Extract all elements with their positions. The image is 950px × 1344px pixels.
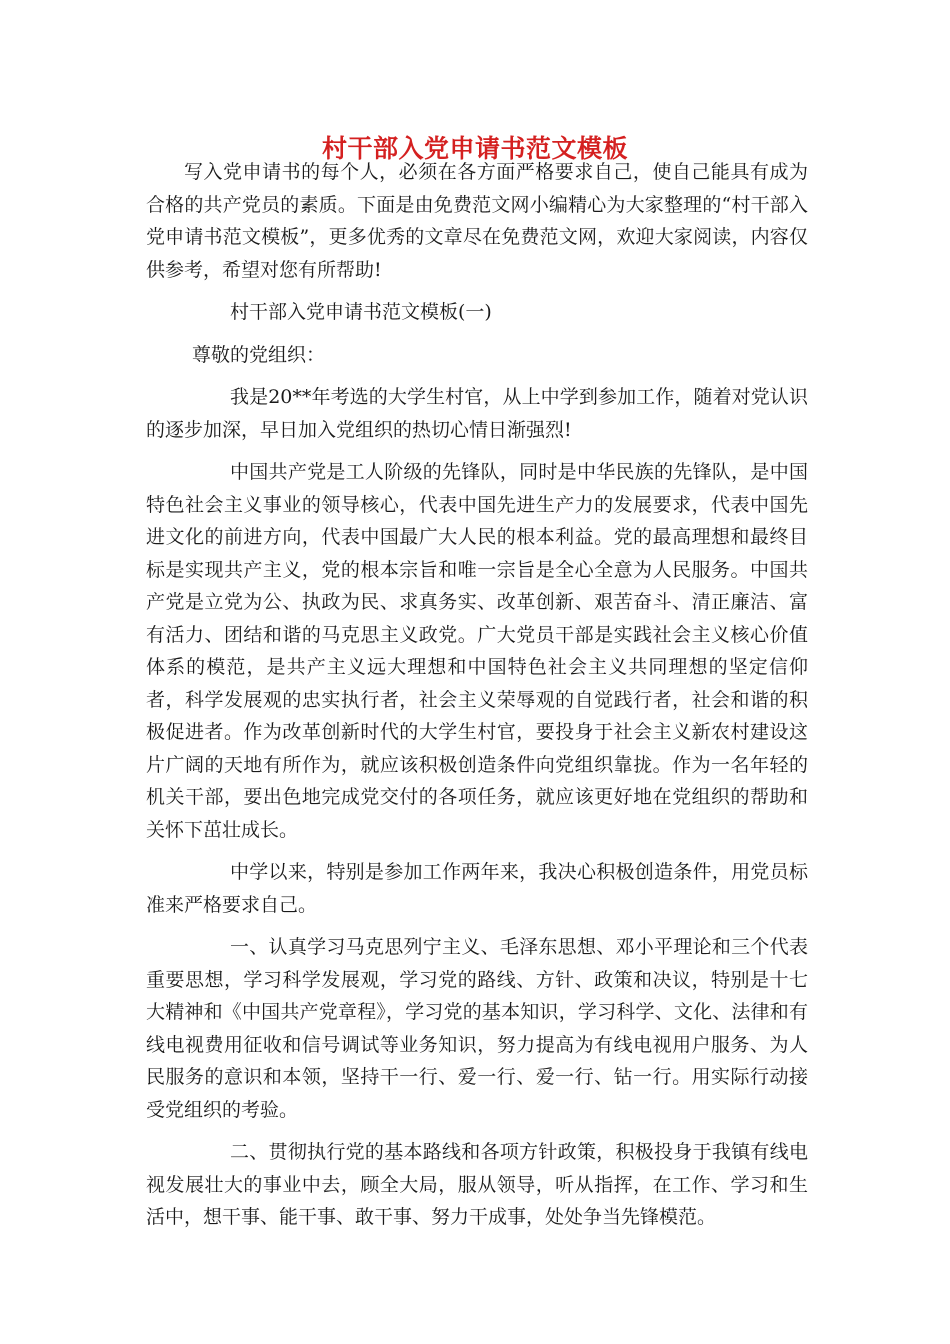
body-paragraph-2: 中国共产党是工人阶级的先锋队，同时是中华民族的先锋队，是中国特色社会主义事业的领导核心，代表中国先进生产力的发展要求，代表中国先进文化的前进方向，代表中国最广大人民的根本利益。党的最高理想和最终目标是实现共产主义，党的根本宗旨和唯一宗旨是全心全意为人民服务。中国共产党是立党为公、执政为民、求真务实、改革创新、艰苦奋斗、清正廉洁、富有活力、团结和谐的马克思主义政党。广大党员干部是实践社会主义核心价值体系的模范，是共产主义远大理想和中国特色社会主义共同理想的坚定信仰者，科学发展观的忠实执行者，社会主义荣辱观的自觉践行者，社会和谐的积极促进者。作为改革创新时代的大学生村官，要投身于社会主义新农村建设这片广阔的天地有所作为，就应该积极创造条件向党组织靠拢。作为一名年轻的机关干部，要出色地完成党交付的各项任务，就应该更好地在党组织的帮助和关怀下茁壮成长。 xyxy=(146,461,808,841)
salutation: 尊敬的党组织： xyxy=(192,343,326,366)
document-body xyxy=(146,156,808,1244)
body-paragraph-4: 一、认真学习马克思列宁主义、毛泽东思想、邓小平理论和三个代表重要思想，学习科学发展观，学习党的路线、方针、政策和决议，特别是十七大精神和《中国共产党章程》，学习党的基本知识，学习科学、文化、法律和有线电视费用征收和信号调试等业务知识，努力提高为有线电视用户服务、为人民服务的意识和本领，坚持干一行、爱一行、爱一行、钻一行。用实际行动接受党组织的考验。 xyxy=(146,936,808,1121)
body-paragraph-5: 二、贯彻执行党的基本路线和各项方针政策，积极投身于我镇有线电视发展壮大的事业中去，顾全大局，服从领导，听从指挥，在工作、学习和生活中，想干事、能干事、敢干事、努力干成事，处处争当先锋模范。 xyxy=(146,1141,808,1228)
intro-paragraph: 写入党申请书的每个人，必须在各方面严格要求自己，使自己能具有成为合格的共产党员的素质。下面是由免费范文网小编精心为大家整理的“村干部入党申请书范文模板”，更多优秀的文章尽在免费范文网，欢迎大家阅读，内容仅供参考，希望对您有所帮助! xyxy=(146,161,808,281)
document-title: 村干部入党申请书范文模板 xyxy=(321,133,628,163)
body-paragraph-1: 我是20**年考选的大学生村官，从上中学到参加工作，随着对党认识的逐步加深，早日加入党组织的热切心情日渐强烈! xyxy=(146,386,808,441)
body-paragraph-3: 中学以来，特别是参加工作两年来，我决心积极创造条件，用党员标准来严格要求自己。 xyxy=(146,861,808,916)
section-subtitle: 村干部入党申请书范文模板(一) xyxy=(230,301,492,323)
